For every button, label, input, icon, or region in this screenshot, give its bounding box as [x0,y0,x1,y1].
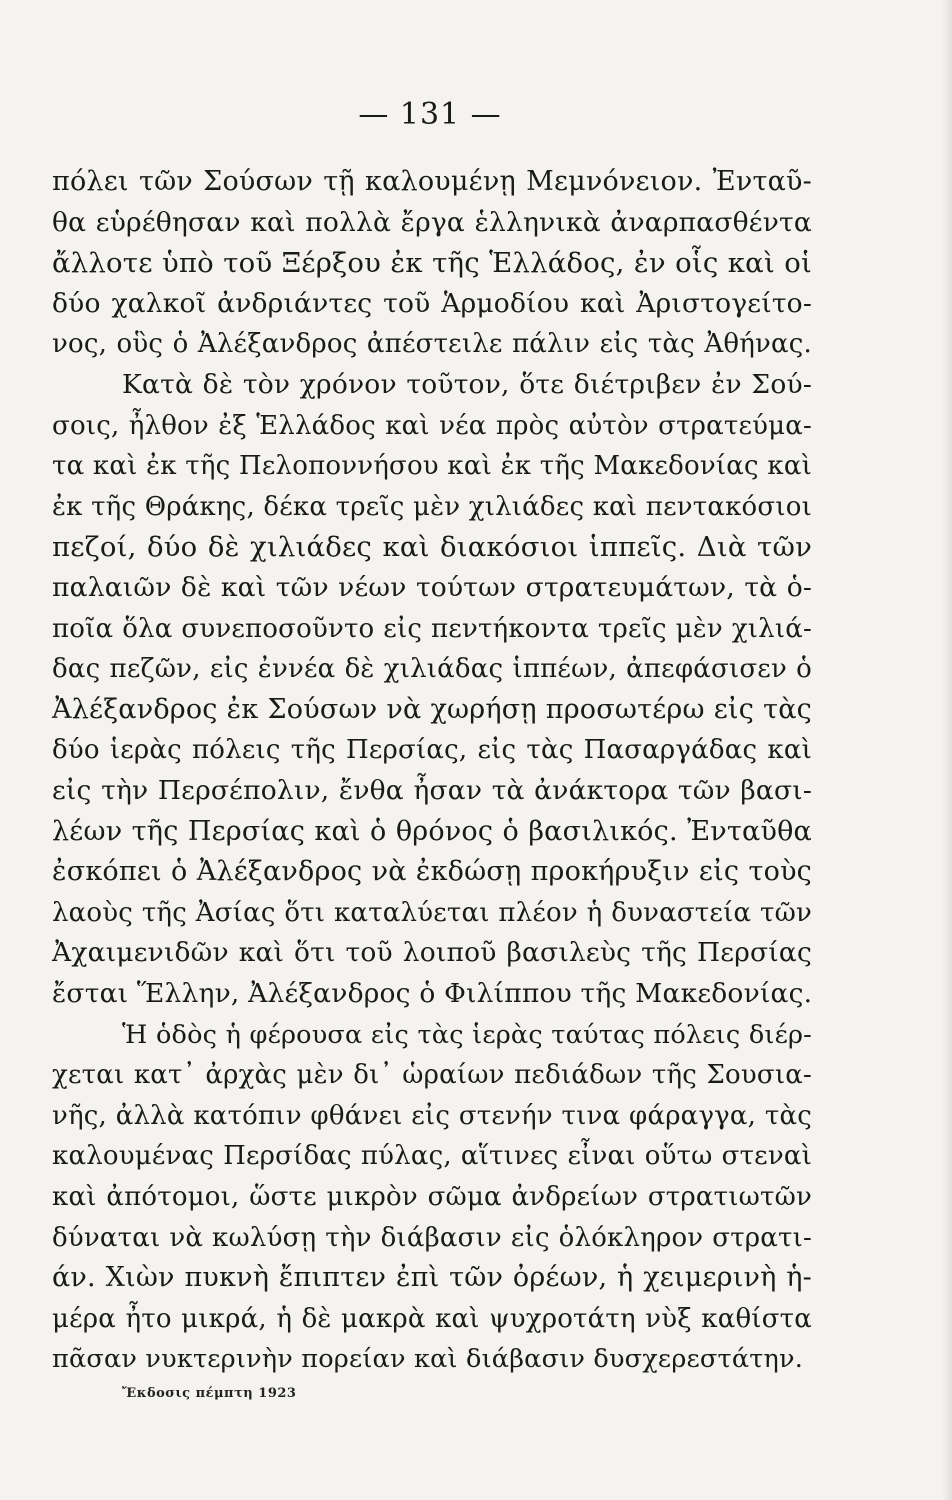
text-line: τα καὶ ἐκ τῆς Πελοποννήσου καὶ ἐκ τῆς Μακεδονίας καὶ [52,451,812,482]
text-line: παλαιῶν δὲ καὶ τῶν νέων τούτων στρατευμάτων, τὰ ὁ- [52,572,812,603]
text-line: εἰς τὴν Περσέπολιν, ἔνθα ἦσαν τὰ ἀνάκτορα τῶν βασι- [52,775,812,806]
text-line: νῆς, ἀλλὰ κατόπιν φθάνει εἰς στενήν τινα φάραγγα, τὰς [52,1100,812,1131]
text-line: καὶ ἀπότομοι, ὥστε μικρὸν σῶμα ἀνδρείων στρατιωτῶν [52,1182,812,1212]
page-number: — 131 — [358,97,502,132]
text-line: ἔσται Ἕλλην, Ἀλέξανδρος ὁ Φιλίππου τῆς Μακεδονίας. [52,978,813,1009]
text-line: μέρα ἦτο μικρά, ἡ δὲ μακρὰ καὶ ψυχροτάτη νὺξ καθίστα [52,1303,812,1334]
text-line: νος, οὓς ὁ Ἀλέξανδρος ἀπέστειλε πάλιν εἰς τὰς Ἀθήνας. [52,329,812,360]
text-line: ἐκ τῆς Θράκης, δέκα τρεῖς μὲν χιλιάδες καὶ πεντακόσιοι [52,491,812,522]
text-line: δύο ἱερὰς πόλεις τῆς Περσίας, εἰς τὰς Πασαργάδας καὶ [52,735,812,766]
text-line: χεται κατ᾽ ἀρχὰς μὲν δι᾽ ὡραίων πεδιάδων τῆς Σουσια- [52,1060,812,1091]
text-line: θα εὑρέθησαν καὶ πολλὰ ἔργα ἑλληνικὰ ἀναρπασθέντα [52,206,812,238]
text-line: καλουμένας Περσίδας πύλας, αἵτινες εἶναι οὕτω στεναὶ [52,1141,812,1172]
text-line: δας πεζῶν, εἰς ἐννέα δὲ χιλιάδας ἱππέων, ἀπεφάσισεν ὁ [52,654,812,685]
paragraph-start-line: Ἡ ὁδὸς ἡ φέρουσα εἰς τὰς ἱερὰς ταύτας πόλεις διέρ- [122,1019,812,1050]
text-line: ποῖα ὅλα συνεποσοῦντο εἰς πεντήκοντα τρεῖς μὲν χιλιά- [52,613,812,644]
text-line: λέων τῆς Περσίας καὶ ὁ θρόνος ὁ βασιλικός. Ἐνταῦθα [52,815,812,847]
text-line: λαοὺς τῆς Ἀσίας ὅτι καταλύεται πλέον ἡ δυναστεία τῶν [52,897,812,928]
text-line: δύναται νὰ κωλύσῃ τὴν διάβασιν εἰς ὁλόκληρον στρατι- [52,1222,812,1253]
text-line: άν. Χιὼν πυκνὴ ἔπιπτεν ἐπὶ τῶν ὀρέων, ἡ χειμερινὴ ἡ- [52,1262,812,1294]
text-line: ἄλλοτε ὑπὸ τοῦ Ξέρξου ἐκ τῆς Ἑλλάδος, ἐν οἷς καὶ οἱ [52,247,812,280]
text-line: πόλει τῶν Σούσων τῇ καλουμένῃ Μεμνόνειον. Ἐνταῦ- [52,166,812,197]
text-line: πεζοί, δύο δὲ χιλιάδες καὶ διακόσιοι ἱππεῖς. Διὰ τῶν [52,531,812,564]
text-line: δύο χαλκοῖ ἀνδριάντες τοῦ Ἁρμοδίου καὶ Ἀριστογείτο- [52,287,812,319]
paragraph-start-line: Κατὰ δὲ τὸν χρόνον τοῦτον, ὅτε διέτριβεν ἐν Σού- [122,369,812,400]
text-line: πᾶσαν νυκτερινὴν πορείαν καὶ διάβασιν δυσχερεστάτην. [52,1344,804,1375]
edition-note: Ἔκδοσις πέμπτη 1923 [122,1386,297,1401]
text-line: Ἀχαιμενιδῶν καὶ ὅτι τοῦ λοιποῦ βασιλεὺς τῆς Περσίας [52,937,812,969]
text-line: Ἀλέξανδρος ἐκ Σούσων νὰ χωρήσῃ προσωτέρω εἰς τὰς [52,693,812,725]
page-edge-shadow [942,0,952,1500]
text-line: ἐσκόπει ὁ Ἀλέξανδρος νὰ ἐκδώσῃ προκήρυξιν εἰς τοὺς [52,856,812,888]
text-line: σοις, ἦλθον ἐξ Ἑλλάδος καὶ νέα πρὸς αὐτὸν στρατεύμα- [52,410,812,441]
